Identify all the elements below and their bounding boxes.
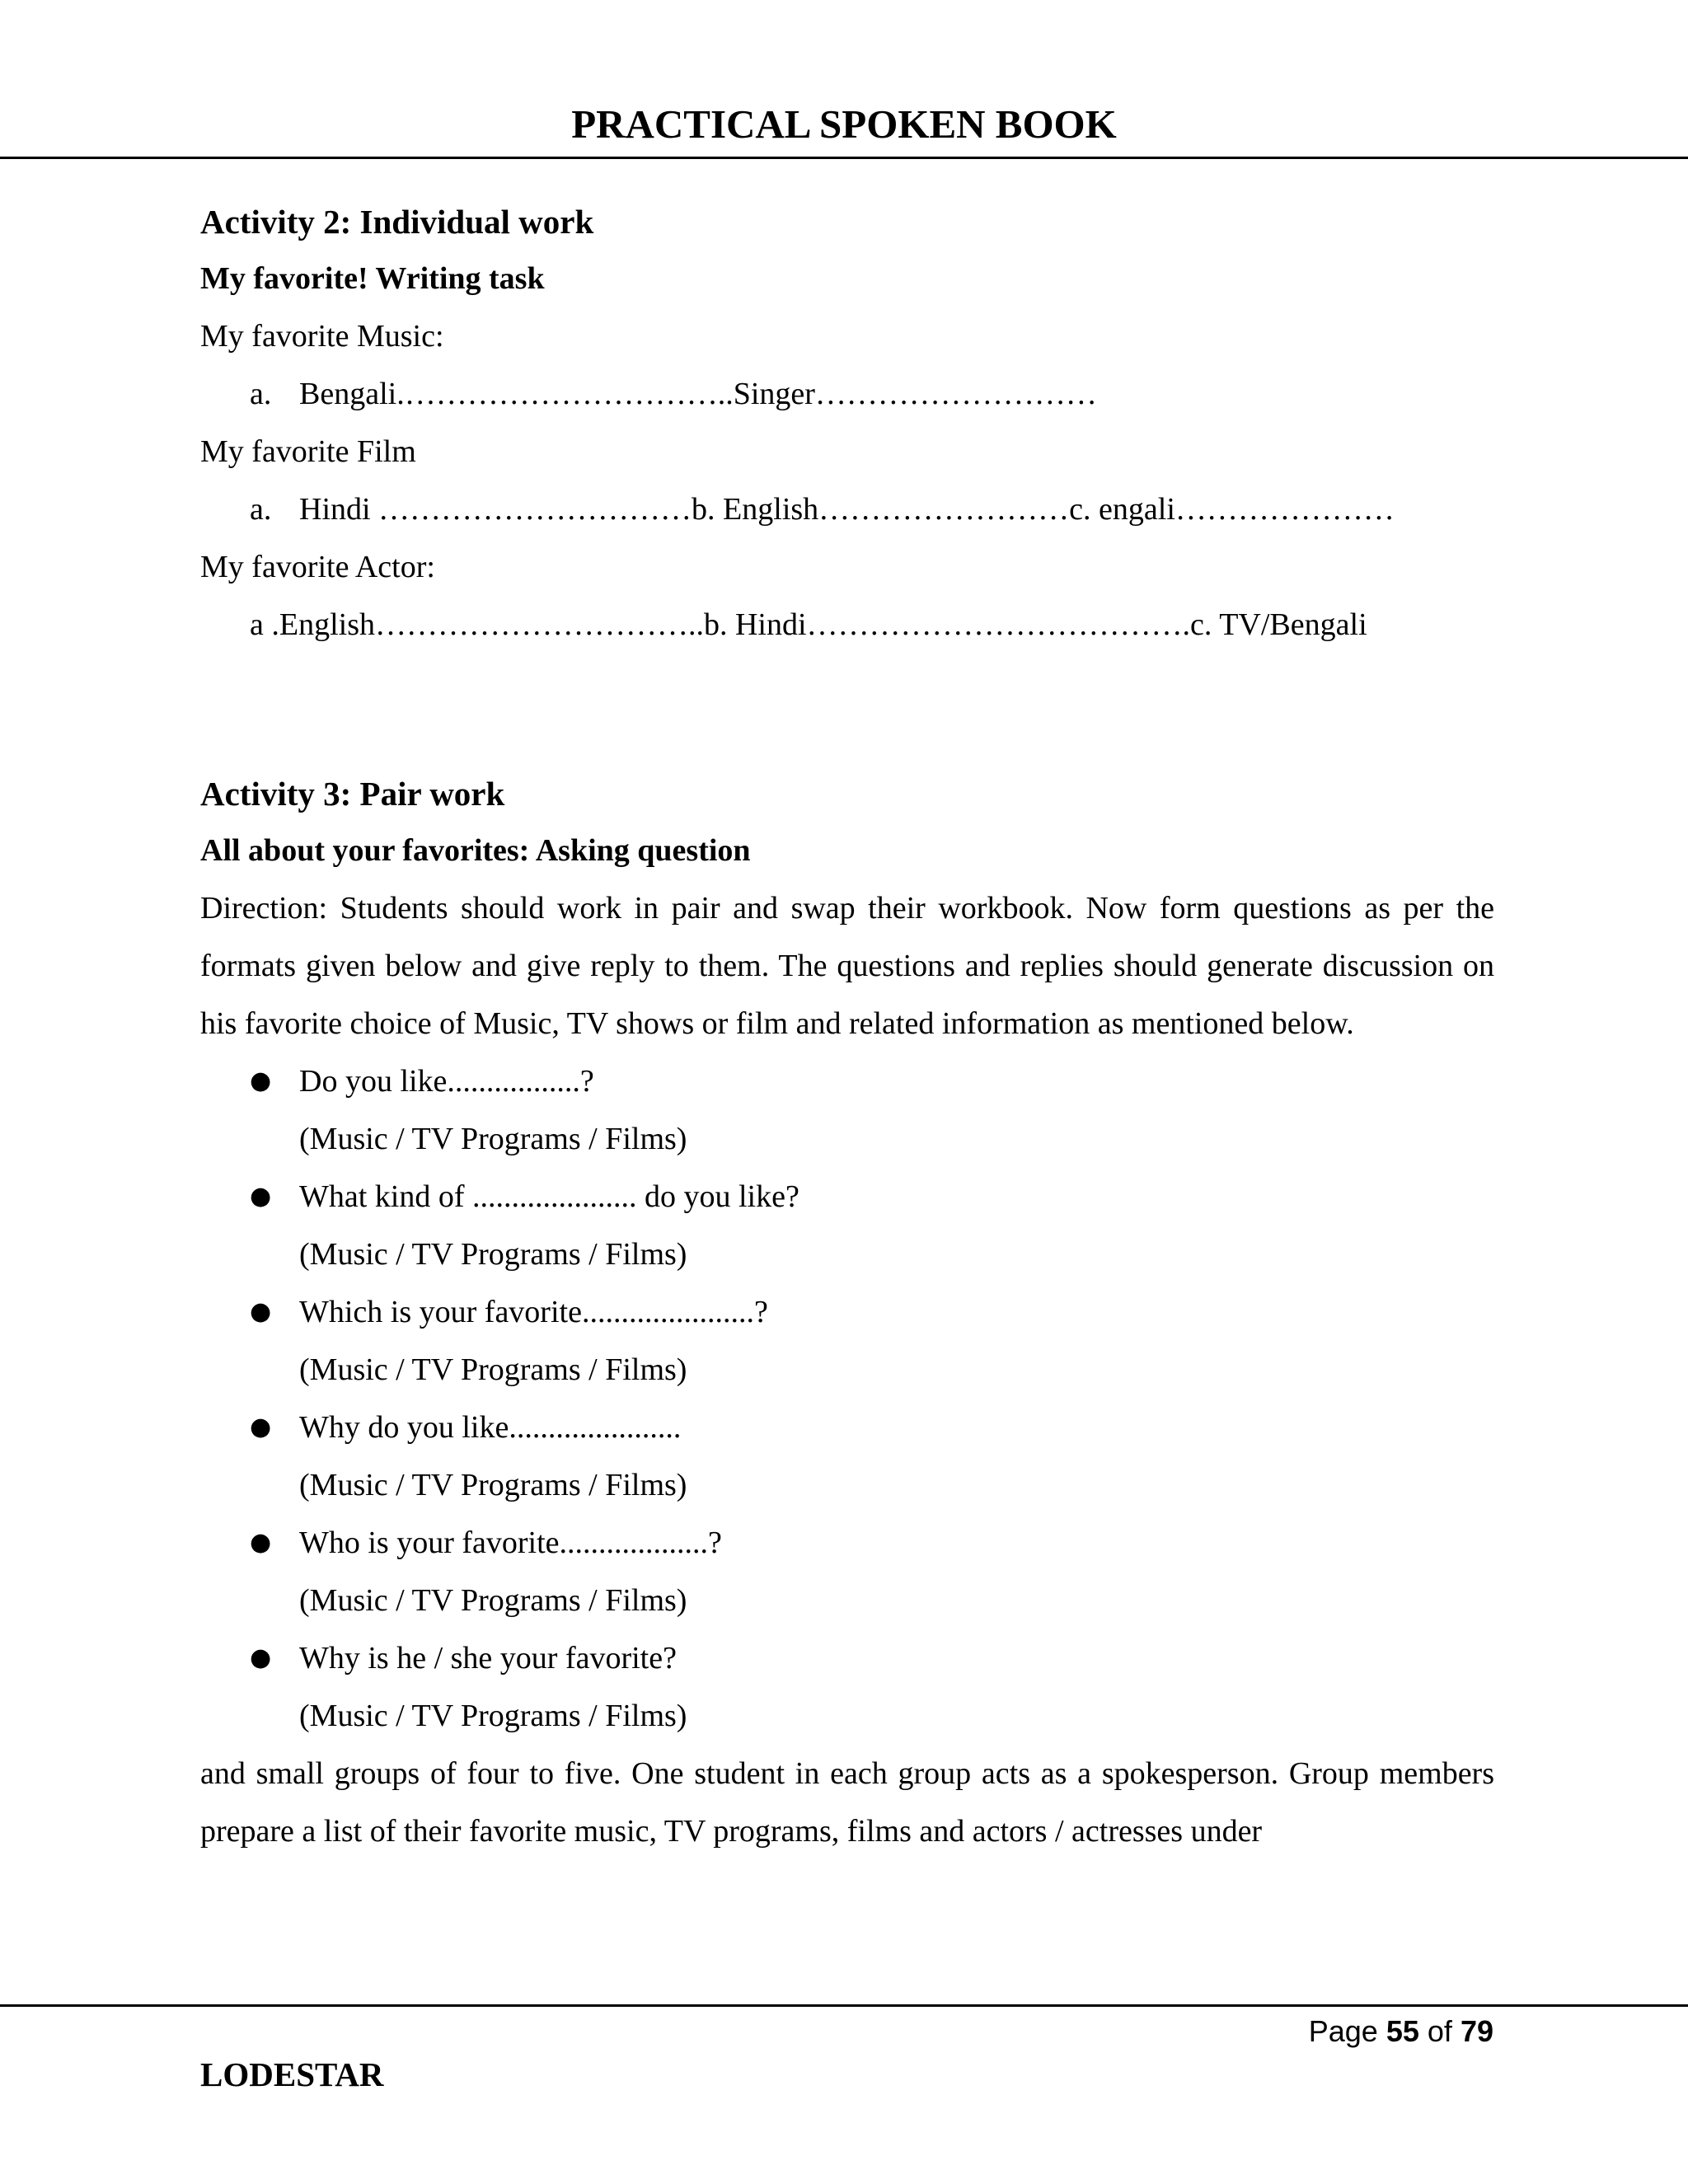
- activity-2-subheading: My favorite! Writing task: [200, 261, 545, 296]
- question-list: [200, 1052, 1494, 1745]
- page-current: 55: [1386, 2014, 1419, 2048]
- question-options: (Music / TV Programs / Films): [299, 1237, 687, 1272]
- activity-3-subheading: All about your favorites: Asking question: [200, 833, 751, 868]
- bullet-icon: ●: [250, 1297, 272, 1326]
- list-item: [200, 1283, 1494, 1399]
- bullet-icon: ●: [250, 1066, 272, 1095]
- list-item: [200, 1629, 1494, 1745]
- closing-paragraph: and small groups of four to five. One student in each group acts as a spokesperson. Group members prepare a list of their favorite music, TV programs, films and actors / actresses under: [200, 1756, 1494, 1849]
- question-options: (Music / TV Programs / Films): [299, 1122, 687, 1156]
- activity-3-heading: Activity 3: Pair work: [200, 775, 505, 813]
- favorite-actor-label: My favorite Actor:: [200, 550, 435, 584]
- question-options: (Music / TV Programs / Films): [299, 1583, 687, 1618]
- list-marker: a.: [250, 492, 272, 527]
- direction-paragraph: Direction: Students should work in pair and swap their workbook. Now form questions as per the formats given below and give reply to them. The questions and replies should generate discussion on his favorite choice of Music, TV shows or film and related information as mentioned below.: [200, 891, 1494, 1041]
- favorite-music-line: [200, 365, 1494, 423]
- question-text: Who is your favorite...................?: [299, 1526, 722, 1560]
- section-spacer: [200, 654, 1494, 766]
- question-text: Do you like.................?: [299, 1064, 594, 1099]
- question-text: Which is your favorite......................?: [299, 1295, 768, 1329]
- page-number: [1309, 2007, 1493, 2056]
- question-options: (Music / TV Programs / Films): [299, 1468, 687, 1502]
- question-text: Why do you like......................: [299, 1410, 682, 1445]
- list-item: [200, 1514, 1494, 1629]
- list-item: [200, 1052, 1494, 1168]
- list-item: [200, 1399, 1494, 1514]
- page-content: [200, 194, 1494, 1860]
- list-marker: a.: [250, 377, 272, 411]
- activity-2-heading: Activity 2: Individual work: [200, 203, 594, 241]
- question-text: Why is he / she your favorite?: [299, 1641, 677, 1675]
- list-item: [200, 1168, 1494, 1283]
- question-options: (Music / TV Programs / Films): [299, 1352, 687, 1387]
- favorite-actor-line: a .English…………………………..b. Hindi……………………………….c. TV/Bengali: [250, 607, 1367, 642]
- favorite-film-blanks: Hindi …………………………b. English……………………c. engali…………………: [299, 492, 1395, 527]
- page-total: 79: [1460, 2014, 1493, 2048]
- favorite-film-label: My favorite Film: [200, 434, 416, 469]
- footer-title: LODESTAR: [200, 2055, 384, 2093]
- page-of-word: of: [1427, 2014, 1452, 2048]
- page-word: Page: [1308, 2014, 1378, 2048]
- page-header-title: PRACTICAL SPOKEN BOOK: [571, 101, 1117, 147]
- header-divider: [0, 157, 1688, 159]
- bullet-icon: ●: [250, 1413, 272, 1441]
- favorite-film-line: [200, 480, 1494, 538]
- bullet-icon: ●: [250, 1528, 272, 1557]
- question-options: (Music / TV Programs / Films): [299, 1699, 687, 1733]
- question-text: What kind of ..................... do you like?: [299, 1179, 799, 1214]
- favorite-music-blanks: Bengali.…………………………..Singer………………………: [299, 377, 1097, 411]
- favorite-music-label: My favorite Music:: [200, 319, 444, 354]
- bullet-icon: ●: [250, 1182, 272, 1211]
- bullet-icon: ●: [250, 1643, 272, 1672]
